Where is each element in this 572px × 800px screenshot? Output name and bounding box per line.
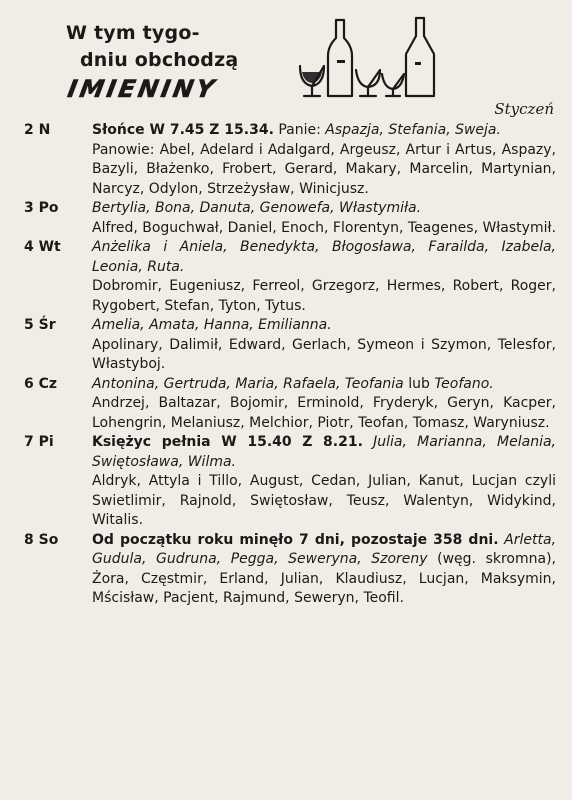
header-title: [66, 20, 238, 103]
entry-content: [92, 433, 556, 531]
header: [24, 0, 564, 118]
header-line-1: W tym tygo-: [66, 22, 200, 44]
women-names: Aspazja, Stefania, Sweja.: [325, 122, 501, 138]
entry-content: [92, 199, 556, 238]
day-label: 7 Pi: [24, 434, 54, 450]
list-item: [24, 316, 556, 375]
header-imieniny: IMIENINY: [65, 75, 220, 103]
header-line-2: dniu obchodzą: [80, 49, 239, 71]
men-names: Panowie: Abel, Adelard i Adalgard, Argeusz, Artur i Artus, Aspazy, Bazyli, Błażenko, Frobert, Gerard, Makary, Marcelin, Martynian, Narcyz, Odylon, Strzeżysław, Winicjusz.: [92, 141, 556, 197]
list-item: [24, 238, 556, 316]
women-names: Anżelika i Aniela, Benedykta, Błogosława, Farailda, Izabela, Leonia, Ruta.: [92, 239, 556, 275]
day-label: 3 Po: [24, 200, 59, 216]
men-names: Dobromir, Eugeniusz, Ferreol, Grzegorz, Hermes, Robert, Roger, Rygobert, Stefan, Tyton, Tytus.: [92, 278, 556, 314]
month-label: Styczeń: [494, 100, 554, 118]
entry-women-line: [92, 531, 556, 609]
men-names: Aldryk, Attyla i Tillo, August, Cedan, Julian, Kanut, Lucjan czyli Swietlimir, Rajnold, Swiętosław, Teusz, Walentyn, Widykind, Witalis.: [92, 473, 556, 528]
entry-women-line: [92, 433, 556, 472]
women-names: Julia, Marianna, Melania, Swiętosława, Wilma.: [92, 434, 556, 470]
day-label: 8 So: [24, 531, 59, 548]
entry-content: [92, 316, 556, 375]
women-names: Antonina, Gertruda, Maria, Rafaela, Teofania: [92, 375, 404, 392]
women-names: Arletta, Gudula, Gudruna, Pegga, Seweryna, Szoreny: [92, 531, 557, 567]
list-item: [24, 199, 556, 238]
women-connector: lub: [408, 375, 430, 392]
list-item: [24, 433, 556, 531]
day-label: 5 Śr: [24, 317, 56, 333]
entry-content: [92, 121, 556, 199]
entry-content: [92, 531, 556, 609]
men-names: Andrzej, Baltazar, Bojomir, Erminold, Fryderyk, Geryn, Kacper, Lohengrin, Melaniusz, Melchior, Piotr, Teofan, Tomasz, Waryniusz.: [92, 395, 556, 431]
women-names: Bertylia, Bona, Danuta, Genowefa, Włastymiła.: [92, 200, 422, 216]
day-label: 6 Cz: [24, 375, 58, 392]
astro-info: Słońce W 7.45 Z 15.34.: [92, 122, 274, 138]
astro-info: Od początku roku minęło 7 dni, pozostaje 358 dni.: [92, 531, 499, 548]
men-names: Alfred, Boguchwał, Daniel, Enoch, Florentyn, Teagenes, Włastymił.: [92, 219, 556, 236]
women-names-end: Teofano.: [434, 375, 494, 392]
entry-women-line: [92, 121, 556, 141]
day-label: 4 Wt: [24, 239, 61, 255]
women-note: (węg. skromna),: [437, 551, 556, 567]
entry-women-line: [92, 375, 556, 395]
women-prefix: Panie:: [278, 122, 321, 138]
men-names: Apolinary, Dalimił, Edward, Gerlach, Symeon i Szymon, Telesfor, Włastyboj.: [92, 336, 556, 372]
women-names: Amelia, Amata, Hanna, Emilianna.: [92, 317, 332, 333]
list-item: [24, 121, 556, 199]
astro-info: Księżyc pełnia W 15.40 Z 8.21.: [92, 434, 363, 450]
entry-content: [92, 375, 556, 434]
calendar-entries: [24, 121, 556, 609]
entry-content: [92, 238, 556, 316]
day-label: 2 N: [24, 122, 51, 138]
men-names: Żora, Częstmir, Erland, Julian, Klaudiusz, Lucjan, Maksymin, Mścisław, Pacjent, Rajmund, Seweryn, Teofil.: [92, 570, 556, 606]
list-item: [24, 531, 556, 609]
bottles-and-glasses-icon: [294, 14, 454, 100]
list-item: [24, 375, 556, 434]
